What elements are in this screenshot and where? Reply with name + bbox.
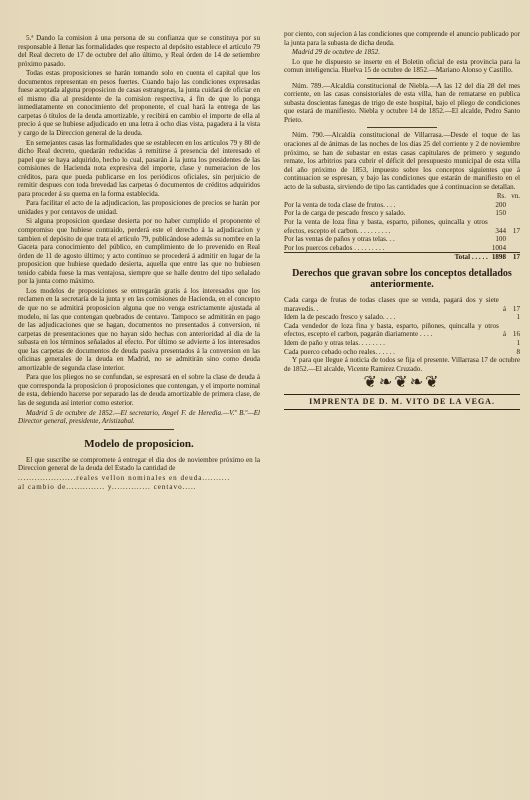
right-column: [284, 30, 520, 410]
paragraph-deserted: Si alguna proposicion quedase desierta por no haber cumplido el proponente el compromiso que hubiese contraido, perderá este el derecho á la adjudicacion y tambien el depósito de que trata el artículo 79, publicándose además su nombre en la Gaceta para conocimiento del público, en cumplimiento de lo prevenido en Real órden de 11 de agosto último; y acto contínuo se procederá á admitir en lugar de la proposicion que hubiese quedado desierta, aquella que entre las que no hubiesen tenido cabida fuese la mas ventajosa, siempre que se halle dentro del tipo señalado por la junta como máximo.: [18, 217, 260, 286]
tariff-table: [284, 192, 520, 262]
table-row: Por las ventas de paños y otras telas. . . 100: [284, 235, 506, 244]
printer-imprint: IMPRENTA DE D. M. VITO DE LA VEGA.: [284, 394, 520, 411]
table-row: Idem de paño y otras telas. . . . . . . . 1: [284, 339, 520, 348]
table-row: Cada vendedor de loza fina y basta, esparto, piñones, quincalla y otros efectos, escepto el carbon, pagarán diariamente . . . . á 16: [284, 321, 520, 339]
table-row: Idem la de pescado fresco y salado. . . . 1: [284, 313, 520, 322]
closing-text: Y para que llegue á noticia de todos se fija el presente. Villarrasa 17 de octubre de 1852.—El alcalde, Vicente Ramirez Cruzado.: [284, 356, 520, 373]
paragraph-formalities: En semejantes casas las formalidades que se establecen en los artículos 79 y 80 de dicho Real decreto, quedarán reducidas á remitirse á presencia del interesado el papel que se haya adquirido, hecho lo cual, pasarán á la junta los presidentes de las comisiones de Hacienda nota expresiva del importe, clase y numeracion de los créditos, para que pueda publicarse en los periódicos oficiales, sin perjuicio de remitir despues con toda brevedad las carpetas ó documentos de créditos adquiridos para proceder á su quema en la forma establecida.: [18, 138, 260, 198]
divider: [104, 429, 174, 430]
intro-date: Madrid 29 de octubre de 1852.: [292, 48, 380, 57]
notice-789: Núm. 789.—Alcaldía constitucional de Niebla.—A las 12 del dia 28 del mes corriente, en las casas consistoriales de esta villa, han de rematarse en publica subasta doscientas fanegas de trigo de este hospital, bajo el pliego de condiciones que estará de manifiesto. Niebla y octubre 14 de 1852.—El alcalde, Pedro Santo Prieto.: [284, 81, 520, 124]
paragraph-envelopes: Para que los pliegos no se confundan, se espresará en el sobre la clase de deuda á que corresponda la proposicion ó proposiciones que contengan, y el importe nominal de esta, debiendo hacerse por separado las de deuda amortizable de primera clase, de las de segunda así interior como esterior.: [18, 373, 260, 407]
table-row: Por la de carga de pescado fresco y salado. 150: [284, 209, 506, 218]
table-row: Por los puercos cebados . . . . . . . . . 1004: [284, 243, 506, 252]
table-total-row: Total . . . . . 1898 17: [284, 253, 520, 262]
model-text: El que suscribe se compromete á entregar el dia dos de noviembre próximo en la Direccion general de la deuda del Estado la cantidad de: [18, 455, 260, 473]
paragraph-adjudication: Para facilitar el acto de la adjudicacion, las proposiciones de precios se harán por unidades y por centavos de unidad.: [18, 199, 260, 216]
left-column: [18, 34, 260, 493]
table-row: Por la venta de loza fina y basta, esparto, piñones, quincalla y otros efectos, escepto el carbon. . . . . . . . . . 344 17: [284, 218, 520, 235]
model-line-2: .....................reales vellon nominales en deuda..........: [18, 473, 231, 482]
duties-table: [284, 296, 520, 356]
table-row: Por la venta de toda clase de frutos. . . . 200: [284, 200, 506, 209]
model-line-3: al cambio de.............. y.............. centavo.....: [18, 483, 197, 492]
table-header: Rs. vn.: [496, 192, 520, 201]
intro-continuation: por ciento, con sujecion á las condiciones que comprende el anuncio publicado por la junta para la subasta de dicha deuda.: [284, 30, 520, 47]
model-heading: Modelo de proposicion.: [84, 437, 194, 450]
paragraph-models: Los modelos de proposiciones se entregarán gratis á los interesados que los reclamen en la secretaría de la junta y en las comisiones de Hacienda, en el concepto de que no se admitirá proposicion alguna que no venga estrictamente ajustada al modelo, ni las que contengan quebrados de centavo. Tampoco se admitirán en pago de las adjudicaciones que se hagan, documentos no presentados á conversion, ni carpetas de presentaciones que no hayan sido hechas con anterioridad al dia de la subasta en los términos señalados al efecto. Por último se advierte á los interesados que las carpetas de documentos de deuda pasiva presentados á la conversion en las oficinas generales de la deuda en Madrid, no se admitirán sino como deuda amortizable de segunda clase interior.: [18, 286, 260, 372]
divider: [367, 78, 437, 79]
divider: [367, 127, 437, 128]
duties-heading: Derechos que gravan sobre los conceptos detallados anteriormente.: [292, 268, 512, 291]
table-row: Cada carga de frutas de todas clases que se venda, pagará dos y siete maravedis. . á 17: [284, 296, 520, 313]
notice-boletin: Lo que he dispuesto se inserte en el Boletin oficial de esta provincia para la comun inteligencia. Huelva 15 de octubre de 1852.—Mariano Alonso y Castillo.: [284, 57, 520, 75]
paragraph-proposals: Todas estas proposiciones se harán tomando solo en cuenta el capital que los documentos representan en pesos fuertes. Cuando bajo las condiciones expresadas fuese aceptada alguna proposicion de casas estrangeras, la junta cuidará de oficiar en el mismo dia al presidente de la comision respectiva, á fin de que lo ponga inmediatamente en conocimiento del proponente, el cual hará la entrega de las carpetas ó títulos de la deuda amortizable, y recibirá en cambio el importe de ella al precio á que se hubiese adjudicado en una letra á ocho dias vista, pagadera á la vista y cargo de la Direccion general de la deuda.: [18, 69, 260, 138]
paragraph-condition-5: 5.ª Dando la comision á una persona de su confianza que se constituya por su responsable á llenar las formalidades que respecto al depósito establece el artículo 79 del Real decreto de 17 de octubre del año último, y Real órden de 14 de setiembre próximo pasado.: [18, 34, 260, 68]
table-row: Cada puerco cebado ocho reales. . . . . . 8: [284, 347, 520, 356]
notice-790: Núm. 790.—Alcaldía constitucional de Villarrasa.—Desde el toque de las oraciones al de ánimas de las noches de los dias 25 del corriente y 2 de noviembre próximo, se han de subastar en estas casas capitulares de primero y segundo remate, los arbitrios para cubrir el déficit del presupuesto municipal de esta villa del año próximo de 1853, impuesto sobre los conceptos siguientes que á continuacion se espresan, y bajo las condiciones que estarán de manifiesto en el acto de la subasta, sirviendo de tipo las cantidades que á continuacion se detallan.: [284, 131, 520, 191]
ornament-icon: ❦❧❦❧❦: [363, 374, 441, 392]
signature-madrid: Madrid 5 de octubre de 1852.—El secretario, Angel F. de Heredia.—V.º B.º—El Director general, presidente, Aristizabal.: [18, 408, 260, 426]
